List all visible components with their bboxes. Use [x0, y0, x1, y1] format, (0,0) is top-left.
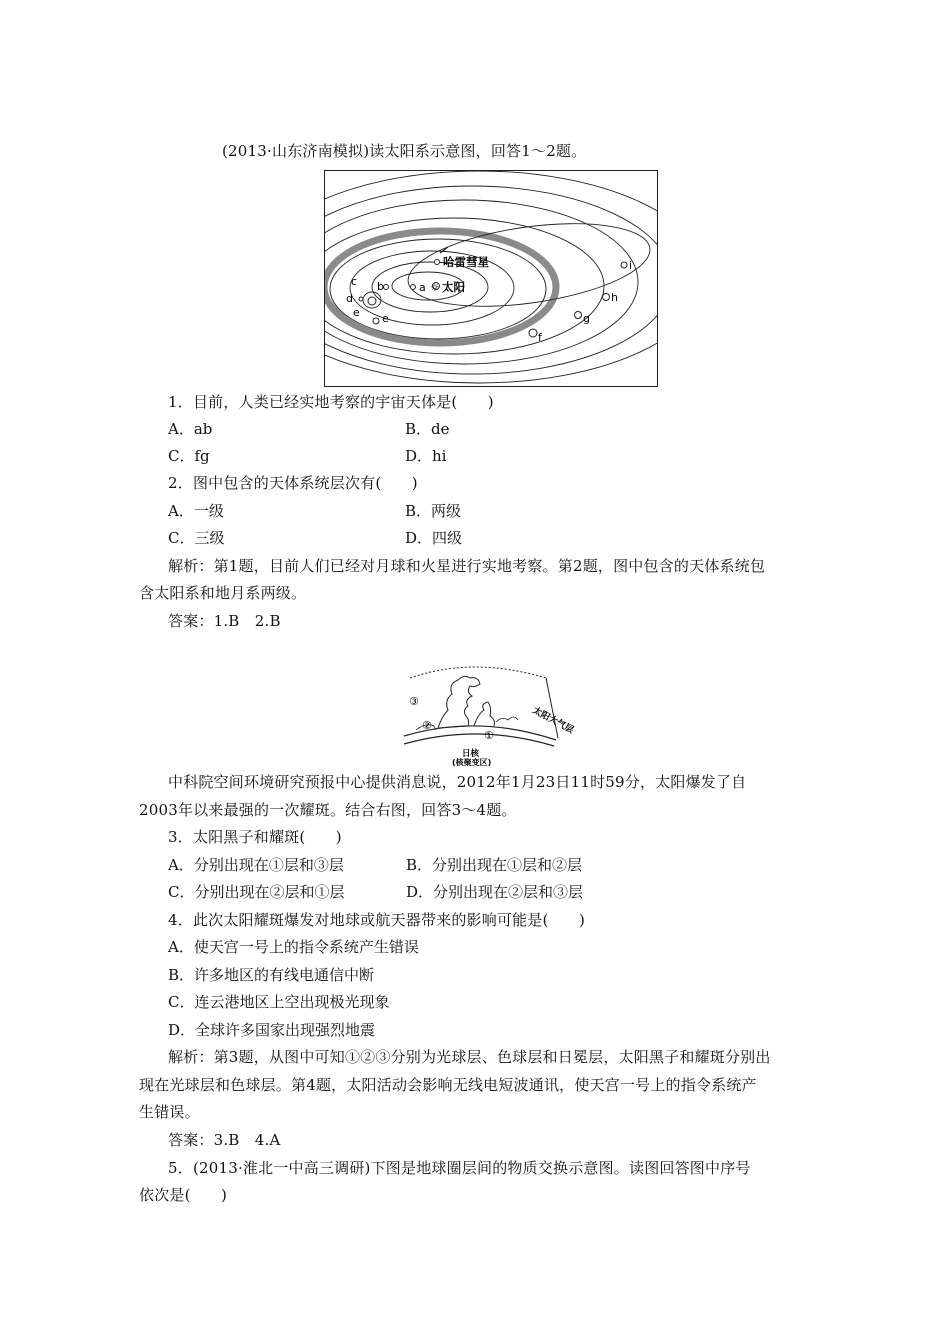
- planet-e-label-2: e: [382, 312, 389, 325]
- q5-stem-line2: 依次是( ): [139, 1186, 228, 1204]
- q4-option-c: C．连云港地区上空出现极光现象: [168, 993, 390, 1011]
- q2-option-b: B．两级: [405, 502, 462, 520]
- q12-intro: (2013·山东济南模拟)读太阳系示意图，回答1～2题。: [222, 142, 587, 160]
- planet-f-icon: [529, 329, 537, 337]
- q2-option-a: A．一级: [168, 502, 224, 520]
- atmosphere-label: 太阳大气层: [530, 705, 576, 736]
- chromosphere-wisps-2: [496, 717, 518, 722]
- sun-symbol: ☼: [430, 281, 440, 294]
- q3-option-d: D．分别出现在②层和③层: [406, 883, 584, 901]
- q34-analysis-line2: 现在光球层和色球层。第4题，太阳活动会影响无线电短波通讯，使天宫一号上的指令系统产: [139, 1076, 757, 1094]
- q4-option-d: D．全球许多国家出现强烈地震: [168, 1021, 376, 1039]
- q3-option-a: A．分别出现在①层和③层: [168, 856, 344, 874]
- core-sub-label: (核聚变区): [452, 758, 492, 767]
- planet-h-label: h: [611, 291, 618, 304]
- planet-i-label: i: [629, 259, 633, 272]
- q2-option-c: C．三级: [168, 529, 225, 547]
- q34-intro-line2: 2003年以来最强的一次耀斑。结合右图，回答3～4题。: [139, 801, 517, 819]
- planet-b-icon: [384, 285, 389, 290]
- q5-stem-line1: 5．(2013·淮北一中高三调研)下图是地球圈层间的物质交换示意图。读图回答图中序号: [168, 1159, 751, 1177]
- q34-intro-line1: 中科院空间环境研究预报中心提供消息说，2012年1月23日11时59分，太阳爆发了自: [168, 773, 747, 791]
- planet-e-label-1: e: [353, 306, 360, 319]
- solar-system-figure: [324, 170, 658, 387]
- planet-d-label: d: [346, 292, 353, 305]
- q1-option-c: C．fg: [168, 447, 210, 465]
- q1-option-d: D．hi: [405, 447, 447, 465]
- comet-icon: [435, 260, 440, 265]
- layer-1-label: ①: [484, 729, 494, 742]
- q34-analysis-line1: 解析：第3题，从图中可知①②③分别为光球层、色球层和日冕层，太阳黑子和耀斑分别出: [168, 1048, 771, 1066]
- q12-analysis-line2: 含太阳系和地月系两级。: [139, 584, 307, 602]
- planet-a-label: a: [419, 281, 426, 294]
- planet-c-label: c: [351, 275, 358, 288]
- planet-g-icon: [575, 312, 582, 319]
- corona-boundary: [410, 667, 546, 678]
- prominence-right: [474, 702, 495, 726]
- q1-stem: 1．目前，人类已经实地考察的宇宙天体是( ): [168, 393, 494, 411]
- q1-option-a: A．ab: [168, 420, 213, 438]
- q12-answer: 答案：1.B 2.B: [168, 612, 281, 630]
- q3-option-b: B．分别出现在①层和②层: [406, 856, 583, 874]
- q3-stem: 3．太阳黑子和耀斑( ): [168, 828, 342, 846]
- q12-analysis-line1: 解析：第1题，目前人们已经对月球和火星进行实地考察。第2题，图中包含的天体系统包: [168, 557, 766, 575]
- moon-icon: [359, 297, 363, 301]
- planet-e-icon: [373, 318, 379, 324]
- planet-a-icon: [411, 285, 416, 290]
- photosphere-inner: [404, 734, 554, 746]
- sun-structure-figure: [398, 660, 576, 767]
- sun-label: 太阳: [442, 280, 465, 294]
- q1-option-b: B．de: [405, 420, 450, 438]
- q4-stem: 4．此次太阳耀斑爆发对地球或航天器带来的影响可能是( ): [168, 911, 586, 929]
- planet-b-label: b: [377, 280, 384, 293]
- sun-structure-diagram: [398, 660, 576, 767]
- q34-analysis-line3: 生错误。: [139, 1103, 200, 1121]
- atmosphere-edge: [546, 678, 558, 738]
- comet-label: 哈雷彗星: [443, 255, 489, 269]
- planet-f-label: f: [538, 331, 542, 344]
- earth-icon: [368, 297, 376, 305]
- layer-2-label: ②: [422, 719, 432, 732]
- prominence-left: [438, 676, 480, 728]
- q34-answer: 答案：3.B 4.A: [168, 1131, 281, 1149]
- q4-option-a: A．使天宫一号上的指令系统产生错误: [168, 938, 419, 956]
- q4-option-b: B．许多地区的有线电通信中断: [168, 966, 375, 984]
- q2-option-d: D．四级: [405, 529, 463, 547]
- planet-g-label: g: [583, 312, 590, 325]
- core-label: 日核: [462, 749, 480, 759]
- planet-h-icon: [603, 294, 610, 301]
- layer-3-label: ③: [409, 695, 419, 708]
- solar-system-diagram: [324, 170, 658, 387]
- q3-option-c: C．分别出现在②层和①层: [168, 883, 345, 901]
- planet-i-icon: [621, 262, 627, 268]
- q2-stem: 2．图中包含的天体系统层次有( ): [168, 474, 418, 492]
